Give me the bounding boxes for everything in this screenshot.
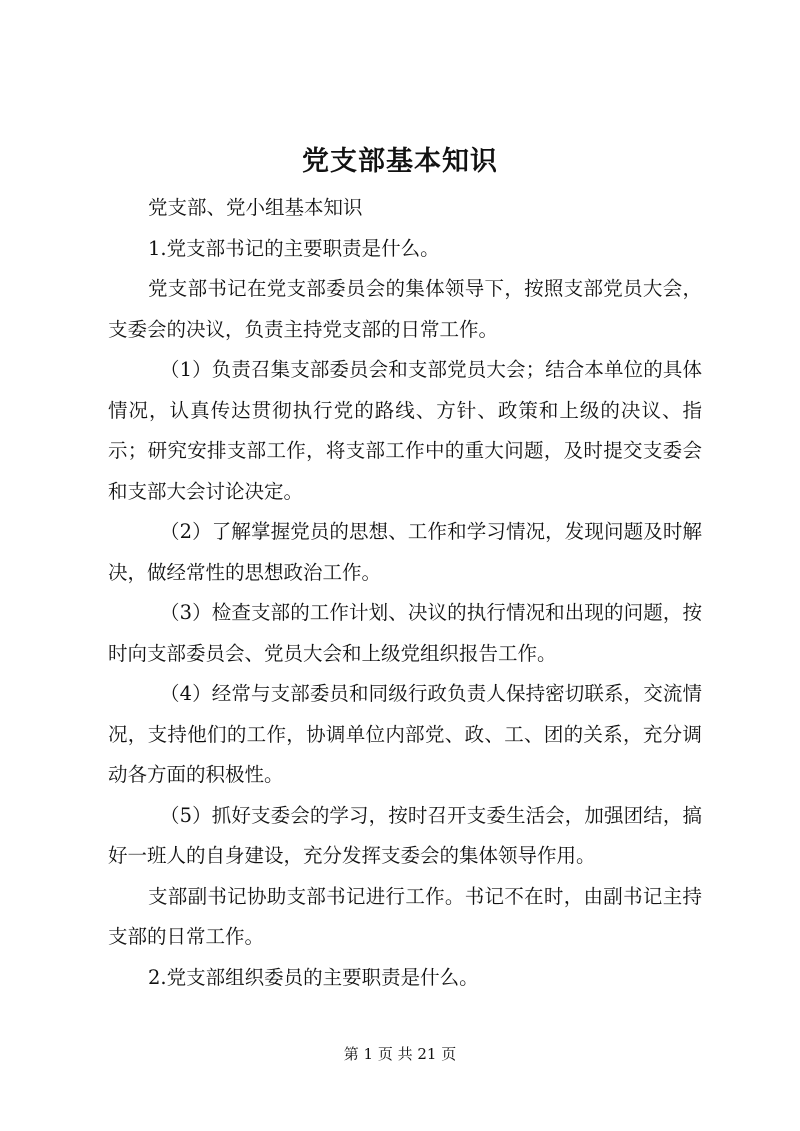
paragraph-question-1: 1.党支部书记的主要职责是什么。: [148, 236, 440, 260]
paragraph-subtitle: 党支部、党小组基本知识: [148, 196, 363, 219]
paragraph-duty-3: （3）检查支部的工作计划、决议的执行情况和出现的问题，按时向支部委员会、党员大会和上级党组织报告工作。: [108, 601, 702, 665]
page-footer: 第 1 页 共 21 页: [343, 1045, 457, 1063]
paragraph-duty-2: （2）了解掌握党员的思想、工作和学习情况，发现问题及时解决，做经常性的思想政治工作。: [108, 520, 702, 584]
paragraph-deputy-secretary: 支部副书记协助支部书记进行工作。书记不在时，由副书记主持支部的日常工作。: [108, 884, 702, 948]
paragraph-duty-4: （4）经常与支部委员和同级行政负责人保持密切联系，交流情况，支持他们的工作，协调单位内部党、政、工、团的关系，充分调动各方面的积极性。: [108, 682, 702, 786]
document-body: [108, 188, 702, 998]
paragraph-question-2: 2.党支部组织委员的主要职责是什么。: [148, 965, 479, 989]
paragraph-duty-5: （5）抓好支委会的学习，按时召开支委生活会，加强团结，搞好一班人的自身建设，充分发挥支委会的集体领导作用。: [108, 803, 702, 867]
paragraph-secretary-duty-intro: 党支部书记在党支部委员会的集体领导下，按照支部党员大会，支委会的决议，负责主持党支部的日常工作。: [108, 277, 702, 341]
paragraph-duty-1: （1）负责召集支部委员会和支部党员大会；结合本单位的具体情况，认真传达贯彻执行党的路线、方针、政策和上级的决议、指示；研究安排支部工作，将支部工作中的重大问题，及时提交支委会和支部大会讨论决定。: [108, 358, 702, 503]
document-title: 党支部基本知识: [302, 146, 498, 177]
